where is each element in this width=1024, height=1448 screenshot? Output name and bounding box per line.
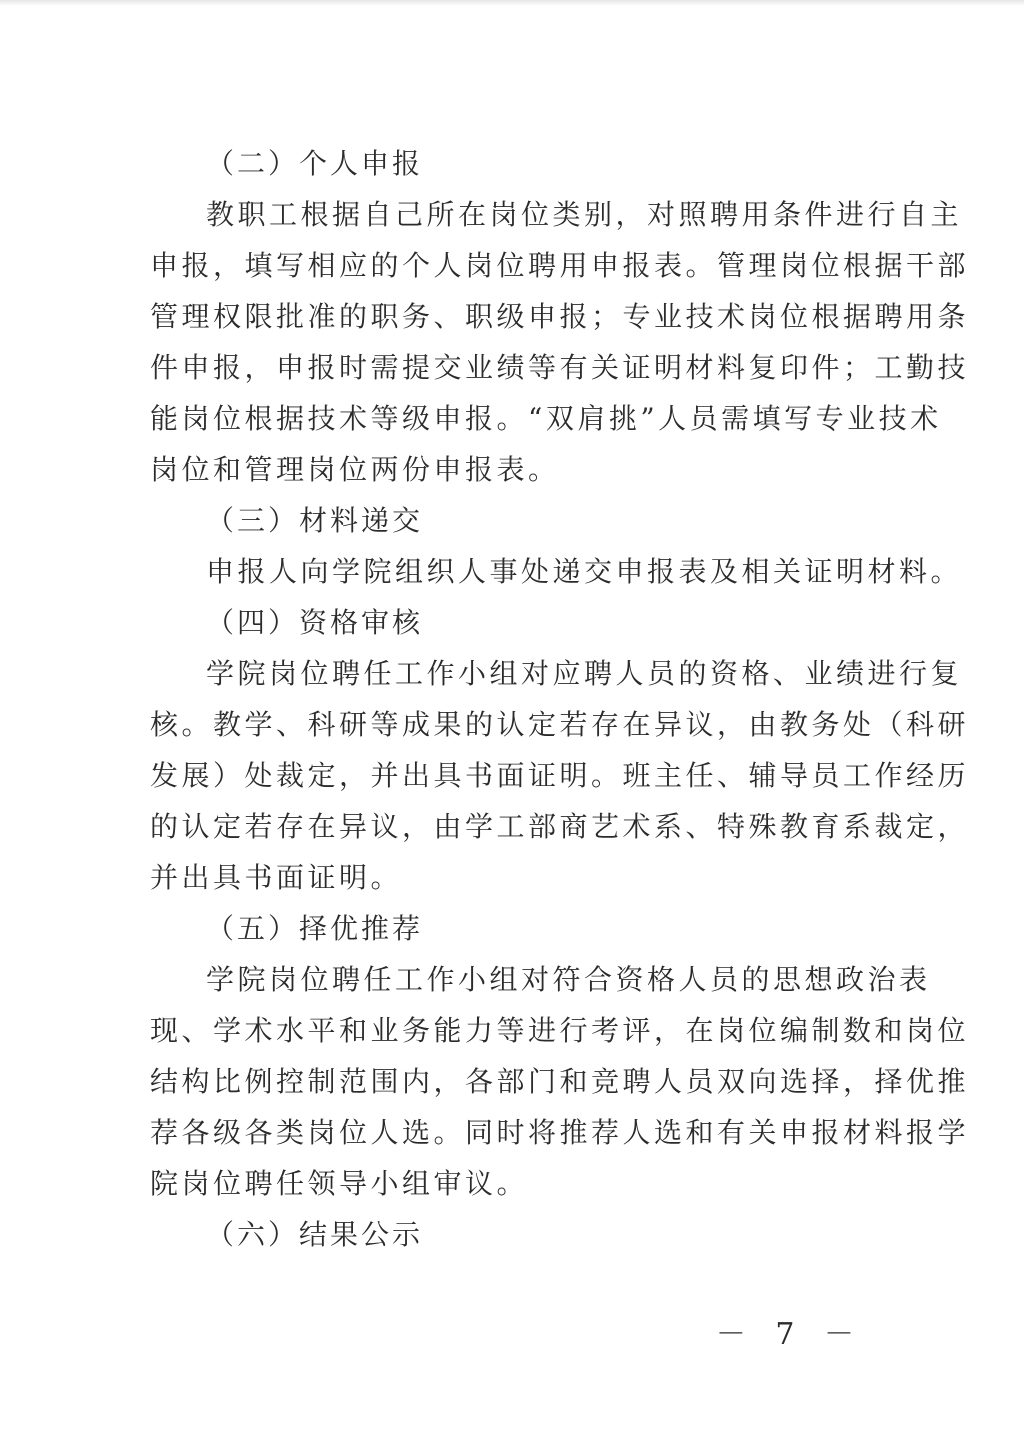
paragraph-line: 荐各级各类岗位人选。同时将推荐人选和有关申报材料报学 <box>150 1116 970 1149</box>
paragraph-line: 学院岗位聘任工作小组对符合资格人员的思想政治表 <box>206 963 931 996</box>
paragraph-line: 的认定若存在异议，由学工部商艺术系、特殊教育系裁定， <box>150 810 970 843</box>
section-heading-4: （四）资格审核 <box>206 606 424 639</box>
page-number: － 7 － <box>715 1317 864 1352</box>
paragraph-line: 岗位和管理岗位两份申报表。 <box>150 453 560 486</box>
paragraph-line: 管理权限批准的职务、职级申报；专业技术岗位根据聘用条 <box>150 300 970 333</box>
paragraph-line: 核。教学、科研等成果的认定若存在异议，由教务处（科研 <box>150 708 970 741</box>
paragraph-line: 现、学术水平和业务能力等进行考评，在岗位编制数和岗位 <box>150 1014 970 1047</box>
section-heading-2: （二）个人申报 <box>206 147 424 180</box>
paragraph-line: 能岗位根据技术等级申报。“双肩挑”人员需填写专业技术 <box>150 402 942 435</box>
paragraph-line: 件申报，申报时需提交业绩等有关证明材料复印件；工勤技 <box>150 351 970 384</box>
paragraph-line: 申报人向学院组织人事处递交申报表及相关证明材料。 <box>206 555 963 588</box>
document-body <box>150 138 970 1260</box>
scan-edge <box>0 0 1024 6</box>
paragraph-line: 申报，填写相应的个人岗位聘用申报表。管理岗位根据干部 <box>150 249 970 282</box>
section-heading-3: （三）材料递交 <box>206 504 424 537</box>
paragraph-line: 并出具书面证明。 <box>150 861 403 894</box>
paragraph-line: 学院岗位聘任工作小组对应聘人员的资格、业绩进行复 <box>206 657 963 690</box>
paragraph-line: 结构比例控制范围内，各部门和竞聘人员双向选择，择优推 <box>150 1065 970 1098</box>
paragraph-line: 发展）处裁定，并出具书面证明。班主任、辅导员工作经历 <box>150 759 970 792</box>
section-heading-5: （五）择优推荐 <box>206 912 424 945</box>
section-heading-6: （六）结果公示 <box>206 1218 424 1251</box>
paragraph-line: 教职工根据自己所在岗位类别，对照聘用条件进行自主 <box>206 198 963 231</box>
paragraph-line: 院岗位聘任领导小组审议。 <box>150 1167 529 1200</box>
